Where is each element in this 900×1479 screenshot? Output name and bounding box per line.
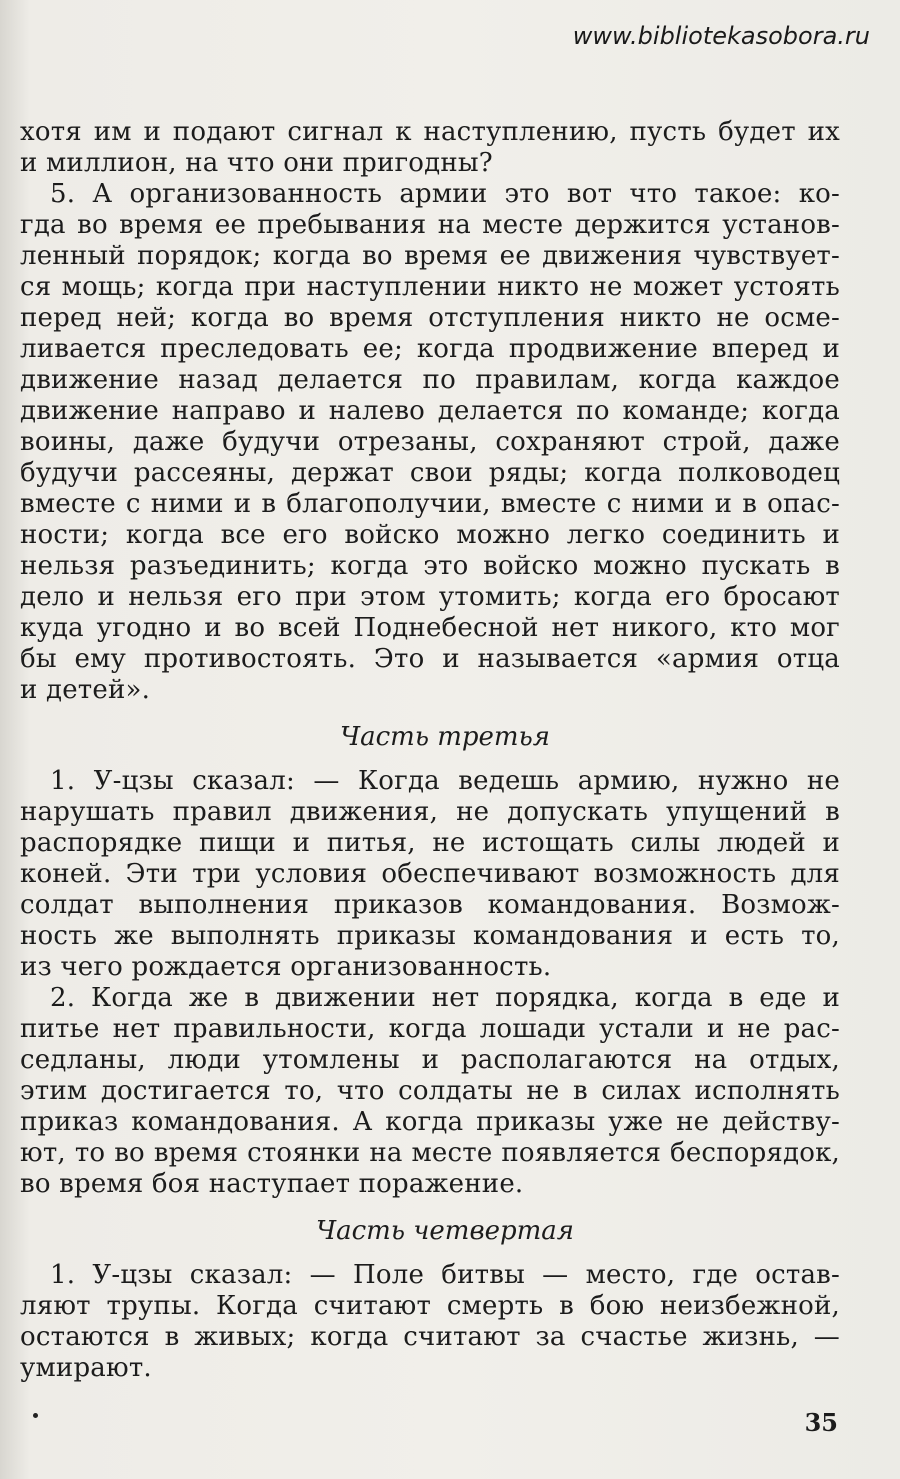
paragraph-3-1 [20,766,840,983]
paragraph-4-1 [20,1260,840,1384]
text-line: перед ней; когда во время отступления никто не осме- [20,303,840,333]
text-line: во время боя наступает поражение. [20,1169,524,1199]
text-line: распорядке пищи и питья, не истощать силы людей и [20,828,840,858]
paragraph-3-2 [20,983,840,1200]
text-line: ность же выполнять приказы командования и есть то, [20,921,840,951]
text-line: питье нет правильности, когда лошади устали и не рас- [20,1014,840,1044]
text-line: из чего рождается организованность. [20,952,552,982]
page-body [20,117,840,1384]
text-line: ливается преследовать ее; когда продвижение вперед и [20,334,840,364]
text-line: 5. А организованность армии это вот что такое: ко- [50,179,840,209]
text-line: умирают. [20,1353,152,1383]
text-line: будучи рассеяны, держат свои ряды; когда полководец [20,458,840,488]
text-line: 2. Когда же в движении нет порядка, когда в еде и [50,983,840,1013]
page-number: 35 [804,1408,838,1437]
text-line: ляют трупы. Когда считают смерть в бою неизбежной, [20,1291,840,1321]
text-line: приказ командования. А когда приказы уже не действу- [20,1107,840,1137]
text-line: ют, то во время стоянки на месте появляется беспорядок, [20,1138,840,1168]
text-line: хотя им и подают сигнал к наступлению, пусть будет их [20,117,840,147]
paragraph-continuation [20,117,840,179]
text-line: ности; когда все его войско можно легко соединить и [20,520,840,550]
text-line: воины, даже будучи отрезаны, сохраняют строй, даже [20,427,840,457]
text-line: нельзя разъединить; когда это войско можно пускать в [20,551,840,581]
paragraph-5 [20,179,840,706]
watermark-url: www.bibliotekasobora.ru [572,22,870,50]
text-line: солдат выполнения приказов командования. Возмож- [20,890,840,920]
text-line: коней. Эти три условия обеспечивают возможность для [20,859,840,889]
text-line: и детей». [20,675,151,705]
section-heading-part-three: Часть третья [340,722,550,752]
text-line: куда угодно и во всей Поднебесной нет никого, кто мог [20,613,840,643]
print-speck [33,1413,38,1418]
text-line: дело и нельзя его при этом утомить; когда его бросают [20,582,840,612]
text-line: нарушать правил движения, не допускать упущений в [20,797,840,827]
text-line: бы ему противостоять. Это и называется «армия отца [20,644,840,674]
text-line: этим достигается то, что солдаты не в силах исполнять [20,1076,840,1106]
text-line: 1. У-цзы сказал: — Поле битвы — место, где остав- [50,1260,840,1290]
text-line: гда во время ее пребывания на месте держится установ- [20,210,840,240]
text-line: остаются в живых; когда считают за счастье жизнь, — [20,1322,840,1352]
text-line: движение направо и налево делается по команде; когда [20,396,840,426]
section-heading-part-four: Часть четвертая [316,1216,574,1246]
text-line: вместе с ними и в благополучии, вместе с ними и в опас- [20,489,840,519]
text-line: движение назад делается по правилам, когда каждое [20,365,840,395]
text-line: ленный порядок; когда во время ее движения чувствует- [20,241,840,271]
text-line: ся мощь; когда при наступлении никто не может устоять [20,272,840,302]
text-line: 1. У-цзы сказал: — Когда ведешь армию, нужно не [50,766,840,796]
text-line: седланы, люди утомлены и располагаются на отдых, [20,1045,840,1075]
text-line: и миллион, на что они пригодны? [20,148,493,178]
